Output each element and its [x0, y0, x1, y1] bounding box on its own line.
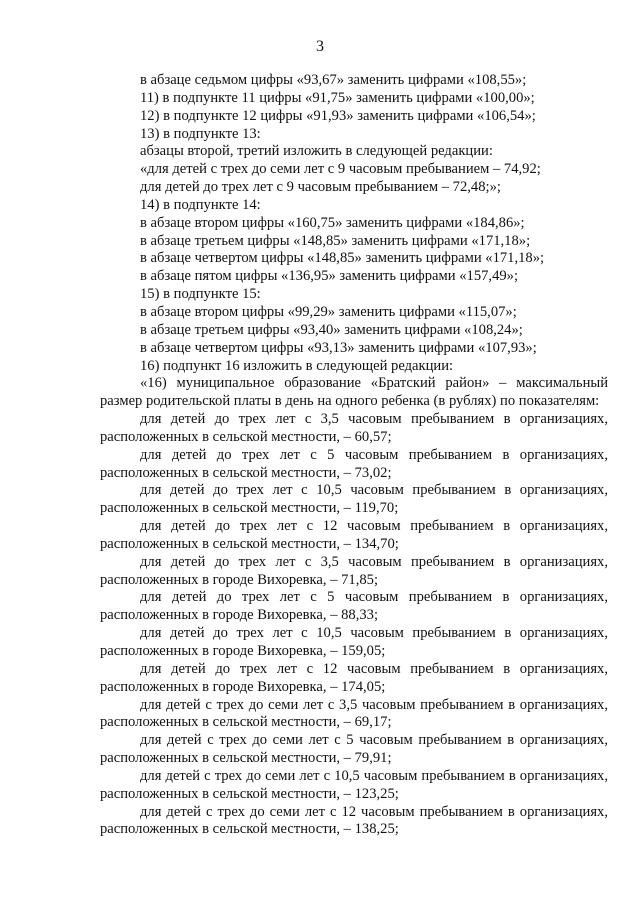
rate-item — [100, 661, 608, 697]
intro-line: 13) в подпункте 13: — [140, 125, 261, 142]
rate-item-line: для детей с трех до семи лет с 10,5 часовым пребыванием в организациях, — [140, 767, 608, 784]
rate-item — [100, 554, 608, 590]
rate-item-line: для детей до трех лет с 10,5 часовым пребыванием в организациях, — [140, 625, 608, 642]
rate-item — [100, 732, 608, 768]
lead-paragraph-line: размер родительской платы в день на одного ребенка (в рублях) по показателям: — [100, 393, 600, 410]
intro-line: в абзаце седьмом цифры «93,67» заменить цифрами «108,55»; — [140, 72, 527, 88]
intro-line: в абзаце четвертом цифры «93,13» заменить цифрами «107,93»; — [140, 339, 537, 356]
rate-item — [100, 589, 608, 625]
rate-item-line: для детей до трех лет с 3,5 часовым пребыванием в организациях, — [140, 553, 608, 570]
rate-item-line: расположенных в сельской местности, – 73,02; — [100, 464, 392, 481]
rate-item-line: расположенных в сельской местности, – 134,70; — [100, 535, 399, 552]
rate-item — [100, 482, 608, 518]
rate-item-line: для детей до трех лет с 5 часовым пребыванием в организациях, — [140, 446, 608, 463]
rate-item — [100, 411, 608, 447]
rate-item-line: расположенных в сельской местности, – 60,57; — [100, 428, 392, 445]
rate-item-line: расположенных в сельской местности, – 69,17; — [100, 714, 392, 731]
rate-item-line: для детей до трех лет с 12 часовым пребыванием в организациях, — [140, 518, 608, 535]
intro-line: «для детей с трех до семи лет с 9 часовым пребыванием – 74,92; — [140, 161, 541, 178]
rate-item-line: для детей до трех лет с 5 часовым пребыванием в организациях, — [140, 589, 608, 606]
intro-line: в абзаце втором цифры «99,29» заменить цифрами «115,07»; — [140, 303, 517, 320]
intro-line: абзацы второй, третий изложить в следующей редакции: — [140, 143, 493, 160]
rate-item — [100, 697, 608, 733]
intro-line: 16) подпункт 16 изложить в следующей редакции: — [140, 357, 454, 374]
intro-line: 11) в подпункте 11 цифры «91,75» заменить цифрами «100,00»; — [140, 89, 535, 106]
lead-paragraph-line: «16) муниципальное образование «Братский район» – максимальный — [140, 375, 608, 392]
rate-item — [100, 447, 608, 483]
intro-line: в абзаце пятом цифры «136,95» заменить цифрами «157,49»; — [140, 268, 519, 285]
rate-item-line: для детей с трех до семи лет с 12 часовым пребыванием в организациях, — [140, 803, 608, 820]
intro-line: для детей до трех лет с 9 часовым пребыванием – 72,48;»; — [140, 179, 501, 196]
lead-paragraph — [100, 375, 608, 411]
intro-line: в абзаце третьем цифры «148,85» заменить цифрами «171,18»; — [140, 232, 531, 249]
intro-line: в абзаце третьем цифры «93,40» заменить цифрами «108,24»; — [140, 321, 523, 338]
intro-line: 15) в подпункте 15: — [140, 286, 261, 303]
document-body — [100, 72, 608, 839]
rate-item-line: расположенных в сельской местности, – 123,25; — [100, 785, 399, 802]
rate-item-line: для детей с трех до семи лет с 3,5 часовым пребыванием в организациях, — [140, 696, 608, 713]
rate-item — [100, 625, 608, 661]
intro-line: в абзаце четвертом цифры «148,85» заменить цифрами «171,18»; — [140, 250, 545, 267]
rate-item-line: расположенных в городе Вихоревка, – 88,33; — [100, 607, 379, 624]
rate-item-line: для детей до трех лет с 3,5 часовым пребыванием в организациях, — [140, 411, 608, 428]
rate-item — [100, 518, 608, 554]
intro-line: 14) в подпункте 14: — [140, 196, 261, 213]
rate-item-line: расположенных в городе Вихоревка, – 174,05; — [100, 678, 386, 695]
rate-item-line: расположенных в городе Вихоревка, – 71,85; — [100, 571, 379, 588]
rate-item-line: для детей до трех лет с 12 часовым пребыванием в организациях, — [140, 660, 608, 677]
rate-item — [100, 804, 608, 840]
intro-line: 12) в подпункте 12 цифры «91,93» заменить цифрами «106,54»; — [140, 107, 536, 124]
intro-line: в абзаце втором цифры «160,75» заменить цифрами «184,86»; — [140, 214, 525, 231]
rate-item-line: для детей до трех лет с 10,5 часовым пребыванием в организациях, — [140, 482, 608, 499]
rate-item-line: расположенных в сельской местности, – 138,25; — [100, 821, 399, 838]
rate-item-line: расположенных в городе Вихоревка, – 159,05; — [100, 643, 386, 659]
rate-item-line: расположенных в сельской местности, – 79,91; — [100, 750, 392, 767]
rate-item-line: расположенных в сельской местности, – 119,70; — [100, 500, 399, 517]
rate-item-line: для детей с трех до семи лет с 5 часовым пребыванием в организациях, — [140, 732, 608, 749]
rate-item — [100, 768, 608, 804]
page-number: 3 — [316, 38, 324, 55]
